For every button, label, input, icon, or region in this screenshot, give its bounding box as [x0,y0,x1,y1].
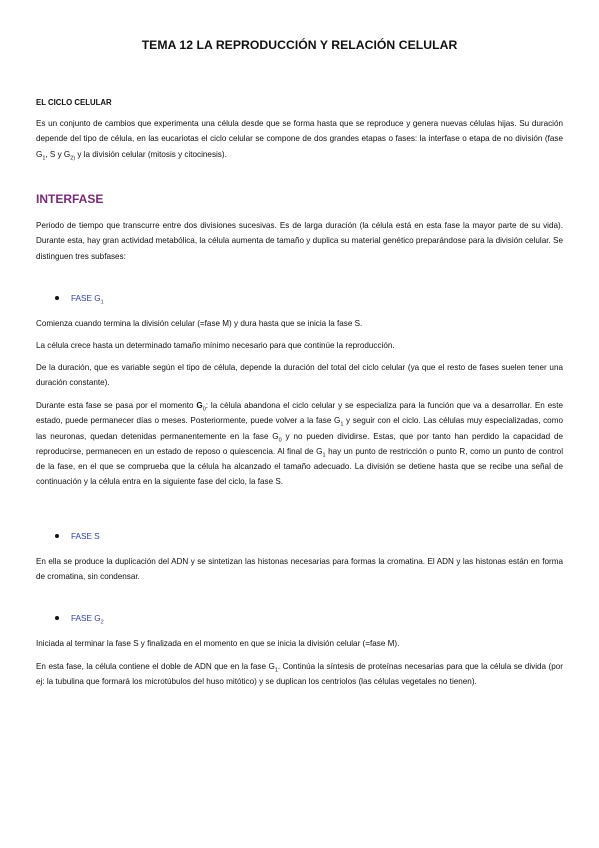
paragraph-g1-2: La célula crece hasta un determinado tamaño mínimo necesario para que continúe la reproducción. [36,341,395,350]
paragraph-g1-1: Comienza cuando termina la división celular (=fase M) y dura hasta que se inicia la fase S. [36,319,363,328]
list-item-fase-s: FASE S [55,532,100,541]
paragraph-ciclo: Es un conjunto de cambios que experimenta una célula desde que se forma hasta que se reproduce y genera nuevas células hijas. Su duración depende del tipo de célula, en las eucariotas el ciclo celular se compone de dos grandes etapas o fases: la interfase o etapa de no división (fase $G_1$, S y $G_{2)}$ y la división celular (mitosis y citocinesis). [36,119,563,162]
bullet-icon [55,296,59,300]
bullet-icon [55,534,59,538]
paragraph-interfase: Periodo de tiempo que transcurre entre dos divisiones sucesivas. Es de larga duración (la célula está en esta fase la mayor parte de su vida). Durante esta, hay gran actividad metabólica, la célula aumenta de tamaño y duplica su material genético preparándose para la división celular. Se distinguen tres subfases: [36,221,563,261]
paragraph-g2-2: En esta fase, la célula contiene el doble de ADN que en la fase $G_1$. Continúa la síntesis de proteínas necesarias para que la célula se divida (por ej: la tubulina que formará los microtúbulos del huso mitótico) y se duplican los centriolos (las células vegetales no tienen). [36,662,563,687]
list-item-fase-g2: FASE $G_2$ [55,614,104,623]
paragraph-g1-4: Durante esta fase se pasa por el momento $G_0$: la célula abandona el ciclo celular y se especializa para la función que va a desarrollar. En este estado, puede permanecer días o meses. Posteriormente, puede volver a la fase $G_1$ y seguir con el ciclo. Las células muy especializadas, como las neuronas, quedan detenidas permanentemente en la fase $G_0$ y no pueden dividirse. Estas, que por tanto han perdido la capacidad de reproducirse, permanecen en un estado de reposo o quiescencia. Al final de $G_1$ hay un punto de restricción o punto R, como un punto de control de la fase, en el que se comprueba que la célula ha alcanzado el tamaño adecuado. La división se detiene hasta que se recibe una señal de continuación y la célula entra en la siguiente fase del ciclo, la fase S. [36,401,564,487]
section-heading-ciclo: EL CICLO CELULAR [36,98,112,107]
page-title: TEMA 12 LA REPRODUCCIÓN Y RELACIÓN CELULAR [141,38,458,52]
section-heading-interfase: INTERFASE [36,192,104,206]
paragraph-g1-3: De la duración, que es variable según el tipo de célula, depende la duración del total del ciclo celular (ya que el resto de fases suelen tener una duración constante). [36,363,563,388]
list-item-fase-g1: FASE $G_1$ [55,294,104,303]
bullet-icon [55,616,59,620]
paragraph-g2-1: Iniciada al terminar la fase S y finalizada en el momento en que se inicia la división celular (=fase M). [36,639,400,648]
paragraph-s: En ella se produce la duplicación del ADN y se sintetizan las histonas necesarias para formas la cromatina. El ADN y las histonas están en forma de cromatina, sin condensar. [36,557,563,582]
